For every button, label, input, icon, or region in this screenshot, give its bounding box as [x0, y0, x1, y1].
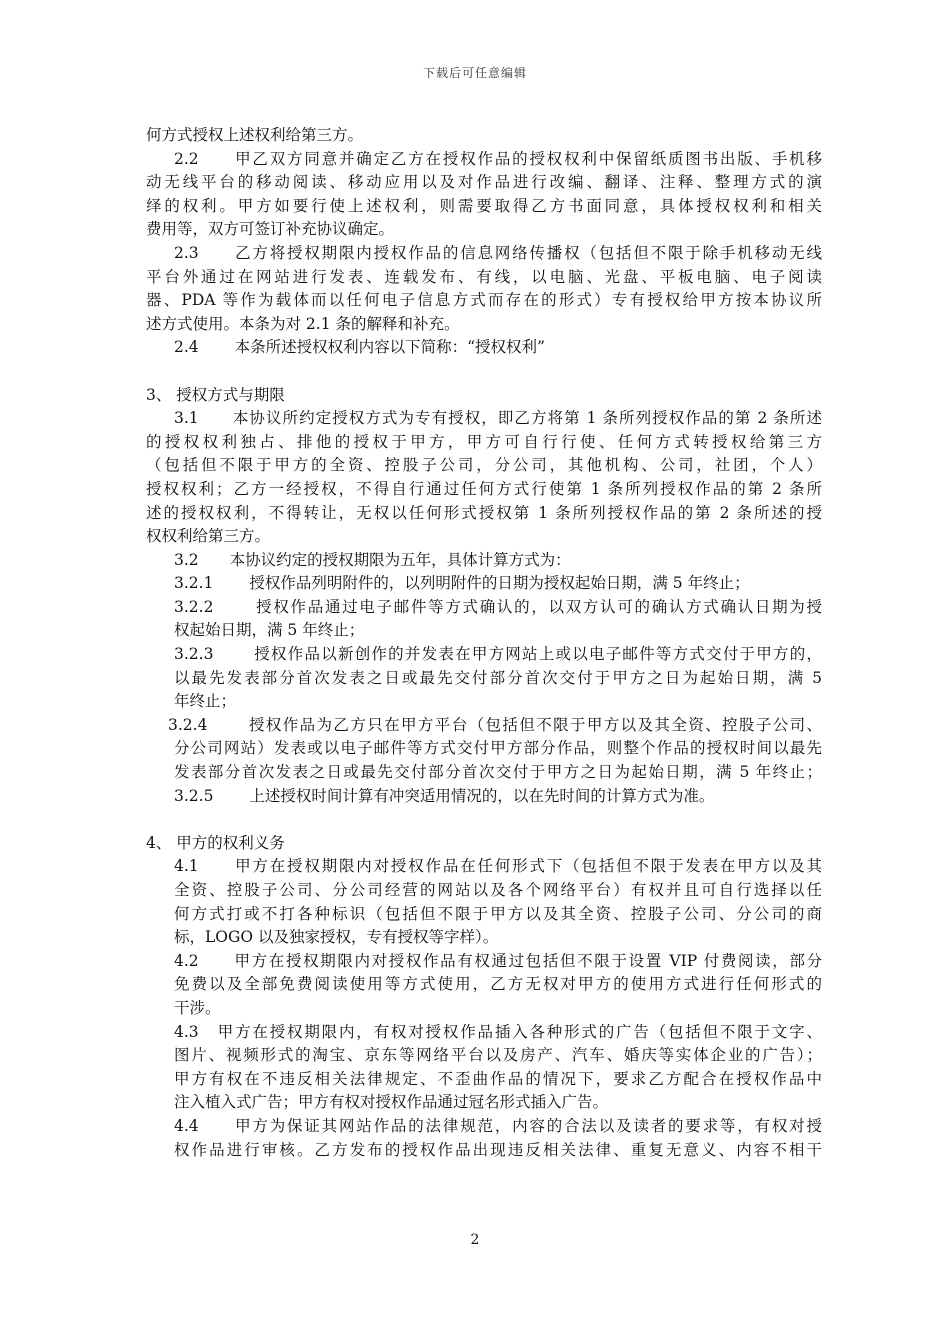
- text-line: 3.2 本协议约定的授权期限为五年，具体计算方式为：: [174, 550, 571, 569]
- text-line: 发表部分首次发表之日或最先交付部分首次交付于甲方之日为起始日期，满 5 年终止；: [174, 763, 822, 782]
- text-line: 4、 甲方的权利义务: [146, 833, 285, 852]
- text-line: 平台外通过在网站进行发表、连载发布、有线，以电脑、光盘、平板电脑、电子阅读: [146, 267, 822, 286]
- text-line: 何方式打或不打各种标识（包括但不限于甲方以及其全资、控股子公司、分公司的商: [174, 904, 822, 923]
- paragraph-spacer: [146, 360, 822, 384]
- text-line: 的授权权利独占、排他的授权于甲方，甲方可自行行使、任何方式转授权给第三方: [146, 432, 822, 451]
- paragraph-spacer: [146, 808, 822, 832]
- text-line: 图片、视频形式的淘宝、京东等网络平台以及房产、汽车、婚庆等实体企业的广告）；: [174, 1046, 822, 1065]
- text-line: 2.4 本条所述授权权利内容以下简称：“授权权利”: [174, 338, 545, 357]
- text-line: 免费以及全部免费阅读使用等方式使用，乙方无权对甲方的使用方式进行任何形式的: [174, 975, 822, 994]
- text-line: 2.2 甲乙双方同意并确定乙方在授权作品的授权权利中保留纸质图书出版、手机移: [174, 149, 822, 168]
- text-line: 绎的权利。甲方如要行使上述权利，则需要取得乙方书面同意，具体授权权利和相关: [146, 196, 822, 215]
- text-line: 授权权利；乙方一经授权，不得自行通过任何方式行使第 1 条所列授权作品的第 2 条所: [146, 479, 822, 498]
- text-line: 3.2.3 授权作品以新创作的并发表在甲方网站上或以电子邮件等方式交付于甲方的，: [174, 645, 822, 664]
- text-line: 器、PDA 等作为载体而以任何电子信息方式而存在的形式）专有授权给甲方按本协议所: [146, 291, 822, 310]
- text-line: 4.1 甲方在授权期限内对授权作品在任何形式下（包括但不限于发表在甲方以及其: [174, 857, 822, 876]
- text-line: 全资、控股子公司、分公司经营的网站以及各个网络平台）有权并且可自行选择以任: [174, 881, 822, 899]
- text-line: 3.2.2 授权作品通过电子邮件等方式确认的，以双方认可的确认方式确认日期为授: [174, 597, 822, 616]
- text-line: 动无线平台的移动阅读、移动应用以及对作品进行改编、翻译、注释、整理方式的演: [146, 173, 822, 192]
- text-line: 3.2.1 授权作品列明附件的，以列明附件的日期为授权起始日期，满 5 年终止；: [174, 574, 750, 593]
- text-line: 费用等，双方可签订补充协议确定。: [146, 220, 395, 239]
- text-line: 3、 授权方式与期限: [146, 385, 285, 404]
- text-line: 权起始日期，满 5 年终止；: [174, 621, 365, 640]
- text-line: 何方式授权上述权利给第三方。: [146, 126, 364, 144]
- text-line: 标，LOGO 以及独家授权，专有授权等字样）。: [174, 928, 499, 947]
- text-line: 甲方有权在不违反相关法律规定、不歪曲作品的情况下，要求乙方配合在授权作品中: [174, 1069, 822, 1088]
- text-line: 干涉。: [174, 998, 221, 1017]
- text-line: 以最先发表部分首次发表之日或最先交付部分首次交付于甲方之日为起始日期，满 5: [174, 668, 822, 687]
- text-line: 4.3 甲方在授权期限内，有权对授权作品插入各种形式的广告（包括但不限于文字、: [174, 1022, 822, 1041]
- text-line: 述的授权权利，不得转让，无权以任何形式授权第 1 条所列授权作品的第 2 条所述的授: [146, 503, 822, 522]
- text-line: 3.1 本协议所约定授权方式为专有授权，即乙方将第 1 条所列授权作品的第 2 条所述: [174, 409, 822, 428]
- text-line: 3.2.5 上述授权时间计算有冲突适用情况的，以在先时间的计算方式为准。: [174, 786, 715, 805]
- text-line: 3.2.4 授权作品为乙方只在甲方平台（包括但不限于甲方以及其全资、控股子公司、: [168, 715, 822, 734]
- text-line: （包括但不限于甲方的全资、控股子公司，分公司，其他机构、公司，社团，个人）: [146, 456, 822, 475]
- text-line: 注入植入式广告；甲方有权对授权作品通过冠名形式插入广告。: [174, 1093, 609, 1112]
- page-number: 2: [470, 1232, 480, 1248]
- text-line: 述方式使用。本条为对 2.1 条的解释和补充。: [146, 314, 460, 333]
- text-line: 权权利给第三方。: [146, 527, 271, 546]
- document-body: [146, 124, 822, 1162]
- page-header: 下载后可任意编辑: [422, 66, 527, 80]
- text-line: 权作品进行审核。乙方发布的授权作品出现违反相关法律、重复无意义、内容不相干: [174, 1140, 822, 1159]
- text-line: 分公司网站）发表或以电子邮件等方式交付甲方部分作品，则整个作品的授权时间以最先: [174, 739, 822, 758]
- text-line: 4.4 甲方为保证其网站作品的法律规范，内容的合法以及读者的要求等，有权对授: [174, 1116, 822, 1135]
- text-line: 年终止；: [174, 692, 237, 711]
- text-line: 4.2 甲方在授权期限内对授权作品有权通过包括但不限于设置 VIP 付费阅读，部分: [174, 951, 822, 970]
- text-line: 2.3 乙方将授权期限内授权作品的信息网络传播权（包括但不限于除手机移动无线: [174, 243, 822, 262]
